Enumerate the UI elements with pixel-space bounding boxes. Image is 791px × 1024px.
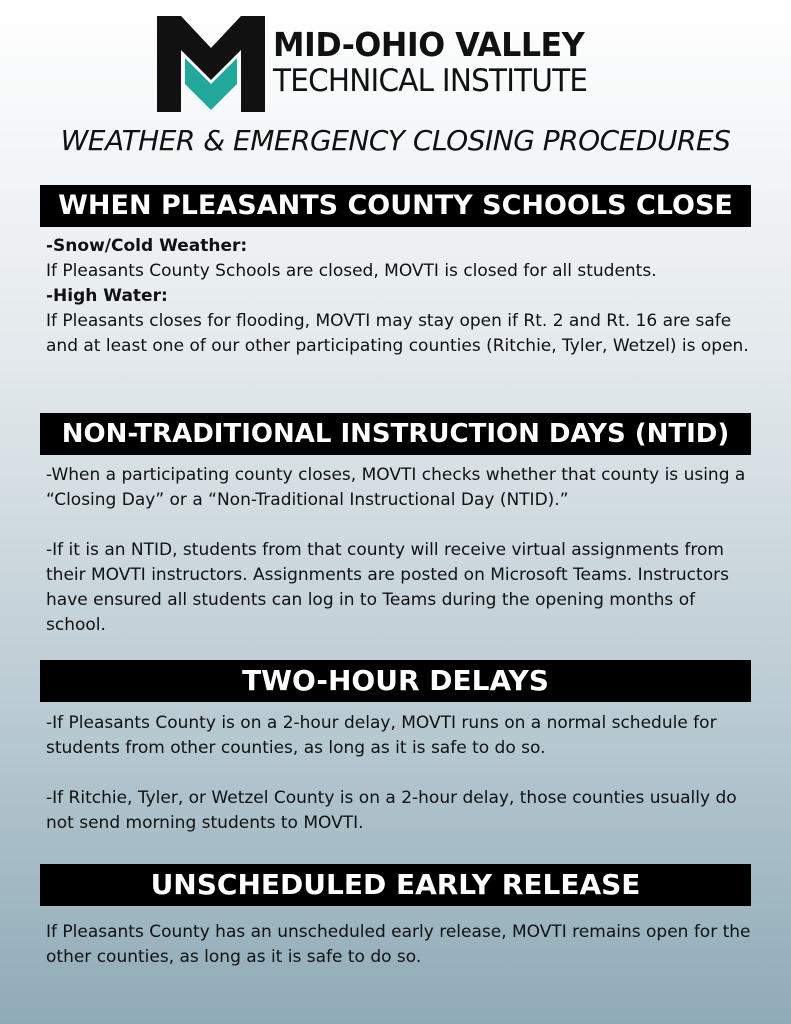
section-heading-school-close: WHEN PLEASANTS COUNTY SCHOOLS CLOSE: [40, 185, 751, 227]
movti-logo: [155, 14, 645, 114]
ntid-paragraph-2: -If it is an NTID, students from that county will receive virtual assignments from their MOVTI instructors. Assignments are posted on Microsoft Teams. Instructors have ensured all students can log in to Teams during the opening months of school.: [46, 540, 729, 635]
section-body-early-release: [46, 920, 756, 970]
page-title: WEATHER & EMERGENCY CLOSING PROCEDURES: [60, 124, 731, 157]
section-heading-ntid: NON-TRADITIONAL INSTRUCTION DAYS (NTID): [40, 413, 751, 455]
section-body-school-close: [46, 234, 756, 359]
section-body-ntid: [46, 463, 756, 638]
snow-cold-text: If Pleasants County Schools are closed, MOVTI is closed for all students.: [46, 261, 657, 281]
movti-m-chevron-logo-icon: [155, 14, 267, 114]
logo-name-line2: TECHNICAL INSTITUTE: [273, 63, 588, 99]
snow-cold-label: -Snow/Cold Weather:: [46, 236, 248, 256]
logo-wordmark: [273, 26, 604, 98]
section-body-two-hour-delays: [46, 711, 756, 836]
high-water-text: If Pleasants closes for flooding, MOVTI may stay open if Rt. 2 and Rt. 16 are safe and at least one of our other participating counties (Ritchie, Tyler, Wetzel) is open.: [46, 311, 749, 356]
section-heading-early-release: UNSCHEDULED EARLY RELEASE: [40, 864, 751, 906]
delay-paragraph-1: -If Pleasants County is on a 2-hour delay, MOVTI runs on a normal schedule for students from other counties, as long as it is safe to do so.: [46, 713, 717, 758]
ntid-paragraph-1: -When a participating county closes, MOVTI checks whether that county is using a “Closing Day” or a “Non-Traditional Instructional Day (NTID).”: [46, 465, 746, 510]
high-water-label: -High Water:: [46, 286, 168, 306]
delay-paragraph-2: -If Ritchie, Tyler, or Wetzel County is on a 2-hour delay, those counties usually do not send morning students to MOVTI.: [46, 788, 737, 833]
logo-name-line1: MID-OHIO VALLEY: [273, 25, 585, 64]
section-heading-two-hour-delays: TWO-HOUR DELAYS: [40, 660, 751, 702]
early-release-paragraph: If Pleasants County has an unscheduled early release, MOVTI remains open for the other counties, as long as it is safe to do so.: [46, 922, 751, 967]
